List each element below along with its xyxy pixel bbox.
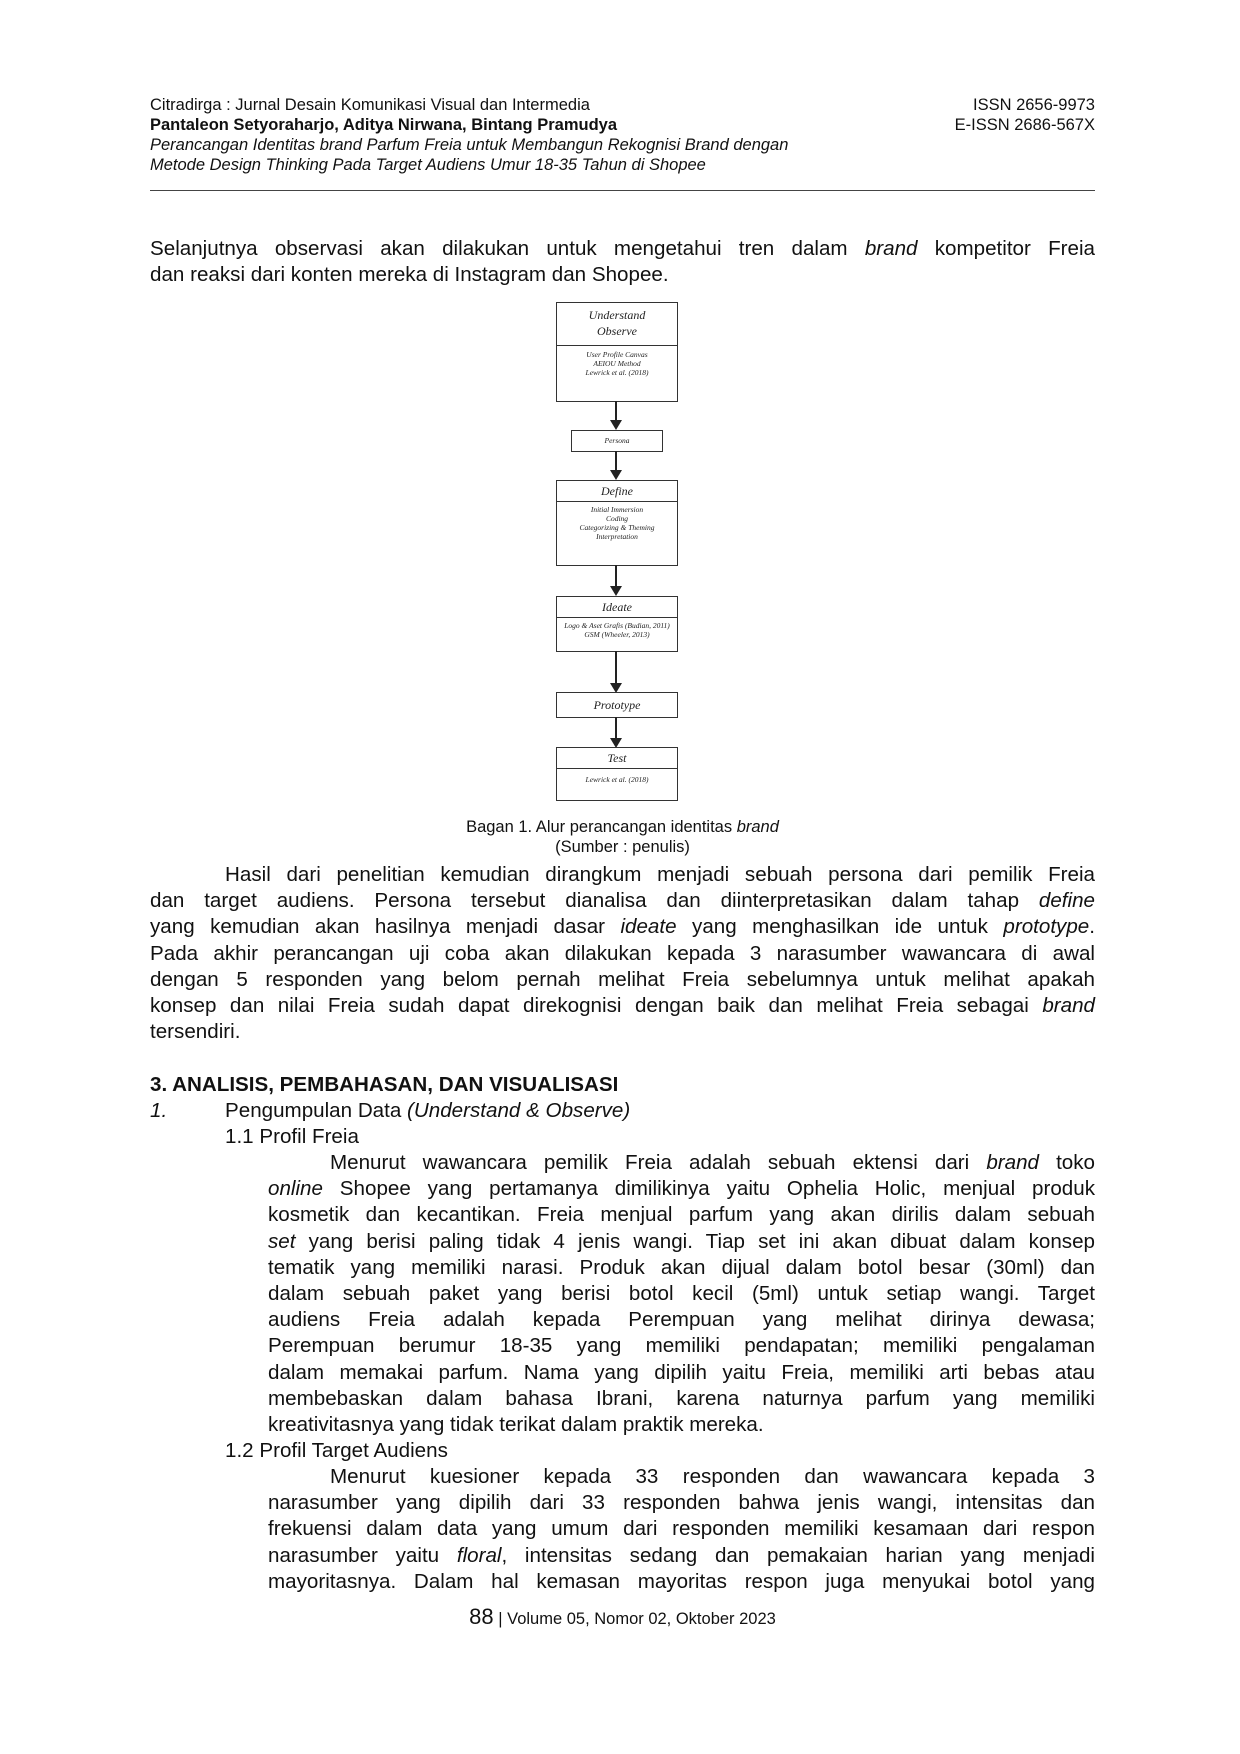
journal-name: Citradirga : Jurnal Desain Komunikasi Visual dan Intermedia xyxy=(150,96,590,114)
volume-info: Volume 05, Nomor 02, Oktober 2023 xyxy=(507,1610,776,1628)
page-footer xyxy=(150,1604,1095,1630)
paragraph-line: dalam sebuah paket yang berisi botol kecil (5ml) untuk setiap wangi. Target xyxy=(268,1282,1095,1306)
paragraph-line: Menurut kuesioner kepada 33 responden dan wawancara kepada 3 xyxy=(330,1465,1095,1488)
test-box: Test Lewrick et al. (2018) xyxy=(556,747,678,801)
paragraph-line: dan target audiens. Persona tersebut dianalisa dan diinterpretasikan dalam tahap define xyxy=(150,889,1095,913)
paragraph-line: yang kemudian akan hasilnya menjadi dasar ideate yang menghasilkan ide untuk prototype. xyxy=(150,915,1095,939)
persona-box: Persona xyxy=(571,430,663,452)
paragraph-line: tersendiri. xyxy=(150,1020,241,1044)
page-number: 88 xyxy=(469,1604,494,1629)
running-header xyxy=(150,95,1095,175)
caption-line-1: Bagan 1. Alur perancangan identitas brand xyxy=(466,818,779,836)
eissn: E-ISSN 2686-567X xyxy=(954,116,1095,134)
flow-arrow xyxy=(615,717,617,739)
flow-arrow xyxy=(615,451,617,471)
article-title-line-2: Metode Design Thinking Pada Target Audiens Umur 18-35 Tahun di Shopee xyxy=(150,156,706,174)
paragraph-line: konsep dan nilai Freia sudah dapat direkognisi dengan baik dan melihat Freia sebagai brand xyxy=(150,994,1095,1018)
flow-arrow xyxy=(615,401,617,421)
paragraph-line: Pada akhir perancangan uji coba akan dilakukan kepada 3 narasumber wawancara di awal xyxy=(150,941,1095,965)
intro-line: dan reaksi dari konten mereka di Instagram dan Shopee. xyxy=(150,263,669,287)
intro-line: Selanjutnya observasi akan dilakukan untuk mengetahui tren dalam brand kompetitor Freia xyxy=(150,237,1095,260)
define-box: Define Initial Immersion Coding Categorizing & Theming Interpretation xyxy=(556,480,678,566)
subsection-1-1-heading: 1.1 Profil Freia xyxy=(225,1125,359,1148)
paragraph-line: kosmetik dan kecantikan. Freia menjual parfum yang akan dirilis dalam sebuah xyxy=(268,1203,1095,1227)
design-flowchart xyxy=(556,302,686,812)
paragraph-line: Menurut wawancara pemilik Freia adalah sebuah ektensi dari brand toko xyxy=(330,1151,1096,1174)
paragraph-line: narasumber yaitu floral, intensitas sedang dan pemakaian harian yang menjadi xyxy=(268,1543,1095,1567)
paragraph-line: audiens Freia adalah kepada Perempuan yang melihat dirinya dewasa; xyxy=(268,1308,1095,1332)
profil-freia-paragraph xyxy=(268,1150,1095,1438)
subsection-number: 1. xyxy=(150,1099,168,1122)
section-heading: 3. ANALISIS, PEMBAHASAN, DAN VISUALISASI xyxy=(150,1073,619,1096)
paragraph-line: set yang berisi paling tidak 4 jenis wangi. Tiap set ini akan dibuat dalam konsep xyxy=(268,1229,1095,1253)
caption-source: (Sumber : penulis) xyxy=(555,838,690,856)
paragraph-line: tematik yang memiliki narasi. Produk akan dijual dalam botol besar (30ml) dan xyxy=(268,1255,1095,1279)
paragraph-line: kreativitasnya yang tidak terikat dalam praktik mereka. xyxy=(268,1413,764,1437)
persona-paragraph xyxy=(150,862,1095,1045)
footer-separator: | xyxy=(493,1610,508,1628)
paragraph-line: Hasil dari penelitian kemudian dirangkum menjadi sebuah persona dari pemilik Freia xyxy=(225,863,1095,886)
issn-block xyxy=(955,95,1095,135)
profil-target-audiens-paragraph xyxy=(268,1464,1095,1595)
paragraph-line: membebaskan dalam bahasa Ibrani, karena naturnya parfum yang memiliki xyxy=(268,1386,1095,1410)
paragraph-line: Perempuan berumur 18-35 yang memiliki pendapatan; memiliki pengalaman xyxy=(268,1334,1095,1358)
header-rule xyxy=(150,190,1095,191)
paragraph-line: online Shopee yang pertamanya dimilikinya yaitu Ophelia Holic, menjual produk xyxy=(268,1177,1095,1201)
prototype-box: Prototype xyxy=(556,692,678,718)
flow-arrow xyxy=(615,651,617,684)
paragraph-line: dengan 5 responden yang belom pernah melihat Freia sebelumnya untuk melihat apakah xyxy=(150,967,1095,991)
paragraph-line: dalam memakai parfum. Nama yang dipilih yaitu Freia, memiliki arti bebas atau xyxy=(268,1360,1095,1384)
intro-paragraph xyxy=(150,236,1095,288)
issn: ISSN 2656-9973 xyxy=(972,96,1095,114)
paragraph-line: mayoritasnya. Dalam hal kemasan mayoritas respon juga menyukai botol yang xyxy=(268,1569,1095,1593)
subsection-1-2-heading: 1.2 Profil Target Audiens xyxy=(225,1439,448,1462)
understand-observe-box: Understand Observe User Profile Canvas AEIOU Method Lewrick et al. (2018) xyxy=(556,302,678,402)
figure-caption xyxy=(150,817,1095,857)
authors: Pantaleon Setyoraharjo, Aditya Nirwana, Bintang Pramudya xyxy=(150,116,618,134)
article-title-line-1: Perancangan Identitas brand Parfum Freia untuk Membangun Rekognisi Brand dengan xyxy=(150,136,789,154)
flow-arrow xyxy=(615,565,617,587)
paragraph-line: narasumber yang dipilih dari 33 responden bahwa jenis wangi, intensitas dan xyxy=(268,1491,1095,1515)
ideate-box: Ideate Logo & Aset Grafis (Budian, 2011) GSM (Wheeler, 2013) xyxy=(556,596,678,652)
paragraph-line: frekuensi dalam data yang umum dari responden memiliki kesamaan dari respon xyxy=(268,1517,1095,1541)
